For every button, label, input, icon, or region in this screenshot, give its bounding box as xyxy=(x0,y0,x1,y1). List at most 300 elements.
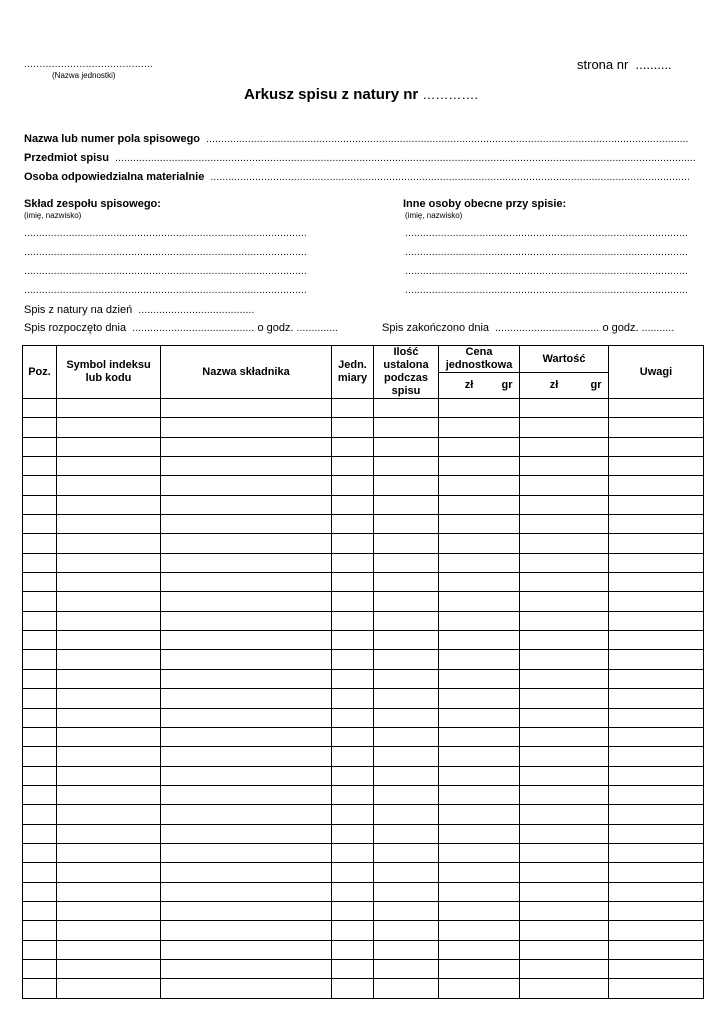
table-cell[interactable] xyxy=(520,553,609,572)
table-cell[interactable] xyxy=(57,785,161,804)
table-cell[interactable] xyxy=(609,863,704,882)
table-cell[interactable] xyxy=(23,650,57,669)
table-cell[interactable] xyxy=(439,708,520,727)
table-row xyxy=(23,843,704,862)
table-cell[interactable] xyxy=(520,515,609,534)
table-cell[interactable] xyxy=(332,785,374,804)
table-cell[interactable] xyxy=(439,940,520,959)
table-cell[interactable] xyxy=(332,534,374,553)
table-cell[interactable] xyxy=(23,534,57,553)
table-cell[interactable] xyxy=(23,515,57,534)
table-cell[interactable] xyxy=(57,495,161,514)
table-cell[interactable] xyxy=(23,766,57,785)
table-cell[interactable] xyxy=(57,843,161,862)
table-cell[interactable] xyxy=(161,747,332,766)
table-cell[interactable] xyxy=(520,650,609,669)
table-cell[interactable] xyxy=(161,476,332,495)
table-cell[interactable] xyxy=(332,940,374,959)
table-cell[interactable] xyxy=(374,399,439,418)
table-cell[interactable] xyxy=(332,418,374,437)
table-cell[interactable] xyxy=(57,553,161,572)
table-cell[interactable] xyxy=(332,843,374,862)
table-cell[interactable] xyxy=(520,573,609,592)
table-cell[interactable] xyxy=(609,824,704,843)
table-row xyxy=(23,766,704,785)
table-row xyxy=(23,534,704,553)
table-cell[interactable] xyxy=(520,437,609,456)
page-label: strona nr xyxy=(577,57,629,72)
field-label: Przedmiot spisu xyxy=(24,152,109,164)
as-of-dots: ....................................... xyxy=(138,305,255,316)
table-cell[interactable] xyxy=(374,476,439,495)
table-cell[interactable] xyxy=(609,901,704,920)
table-cell[interactable] xyxy=(520,979,609,998)
table-cell[interactable] xyxy=(161,785,332,804)
table-cell[interactable] xyxy=(520,901,609,920)
table-cell[interactable] xyxy=(332,573,374,592)
table-cell[interactable] xyxy=(161,824,332,843)
table-row xyxy=(23,901,704,920)
table-cell[interactable] xyxy=(57,824,161,843)
table-cell[interactable] xyxy=(374,824,439,843)
table-cell[interactable] xyxy=(161,553,332,572)
table-cell[interactable] xyxy=(57,457,161,476)
table-cell[interactable] xyxy=(439,437,520,456)
table-cell[interactable] xyxy=(332,689,374,708)
table-cell[interactable] xyxy=(609,669,704,688)
table-cell[interactable] xyxy=(23,553,57,572)
table-cell[interactable] xyxy=(57,921,161,940)
table-cell[interactable] xyxy=(439,592,520,611)
table-cell[interactable] xyxy=(439,650,520,669)
table-cell[interactable] xyxy=(374,669,439,688)
table-cell[interactable] xyxy=(161,901,332,920)
unit-name-caption: (Nazwa jednostki) xyxy=(52,71,116,80)
table-cell[interactable] xyxy=(161,457,332,476)
table-cell[interactable] xyxy=(439,863,520,882)
value-zl-label: zł xyxy=(549,379,559,391)
table-cell[interactable] xyxy=(374,901,439,920)
table-cell[interactable] xyxy=(609,399,704,418)
table-cell[interactable] xyxy=(23,921,57,940)
table-cell[interactable] xyxy=(439,785,520,804)
table-cell[interactable] xyxy=(57,766,161,785)
table-cell[interactable] xyxy=(332,863,374,882)
table-cell[interactable] xyxy=(23,708,57,727)
col-header-unit-price: Cena jednostkowa xyxy=(439,346,520,373)
table-cell[interactable] xyxy=(23,843,57,862)
table-cell[interactable] xyxy=(23,689,57,708)
table-cell[interactable] xyxy=(374,979,439,998)
table-cell[interactable] xyxy=(609,495,704,514)
table-cell[interactable] xyxy=(161,689,332,708)
table-cell[interactable] xyxy=(332,495,374,514)
table-cell[interactable] xyxy=(161,592,332,611)
table-cell[interactable] xyxy=(57,515,161,534)
as-of-label: Spis z natury na dzień xyxy=(24,304,133,316)
table-cell[interactable] xyxy=(439,669,520,688)
start-date xyxy=(24,322,338,334)
table-cell[interactable] xyxy=(161,669,332,688)
table-cell[interactable] xyxy=(23,457,57,476)
table-cell[interactable] xyxy=(332,766,374,785)
table-row xyxy=(23,573,704,592)
table-cell[interactable] xyxy=(609,534,704,553)
table-cell[interactable] xyxy=(374,457,439,476)
table-cell[interactable] xyxy=(332,805,374,824)
table-cell[interactable] xyxy=(332,959,374,978)
table-cell[interactable] xyxy=(520,708,609,727)
value-subheader xyxy=(520,373,609,399)
table-cell[interactable] xyxy=(439,573,520,592)
table-cell[interactable] xyxy=(23,495,57,514)
table-cell[interactable] xyxy=(520,689,609,708)
table-cell[interactable] xyxy=(161,573,332,592)
table-cell[interactable] xyxy=(57,805,161,824)
table-cell[interactable] xyxy=(332,882,374,901)
table-row xyxy=(23,669,704,688)
table-cell[interactable] xyxy=(23,611,57,630)
table-cell[interactable] xyxy=(161,921,332,940)
table-cell[interactable] xyxy=(161,805,332,824)
table-cell[interactable] xyxy=(332,921,374,940)
table-cell[interactable] xyxy=(332,631,374,650)
table-cell[interactable] xyxy=(609,650,704,669)
end-time-dots: ........... xyxy=(641,323,675,334)
table-cell[interactable] xyxy=(332,611,374,630)
table-cell[interactable] xyxy=(332,650,374,669)
others-line: ............................................................................................... xyxy=(405,285,688,296)
unit-name-line: .......................................... xyxy=(24,59,154,70)
table-cell[interactable] xyxy=(374,863,439,882)
table-cell[interactable] xyxy=(609,457,704,476)
table-cell[interactable] xyxy=(609,843,704,862)
table-cell[interactable] xyxy=(439,476,520,495)
table-cell[interactable] xyxy=(161,631,332,650)
table-cell[interactable] xyxy=(23,747,57,766)
table-cell[interactable] xyxy=(374,418,439,437)
table-row xyxy=(23,824,704,843)
table-cell[interactable] xyxy=(374,592,439,611)
table-cell[interactable] xyxy=(520,843,609,862)
table-row xyxy=(23,921,704,940)
table-cell[interactable] xyxy=(609,921,704,940)
table-cell[interactable] xyxy=(609,785,704,804)
table-cell[interactable] xyxy=(332,901,374,920)
value-gr-label: gr xyxy=(590,379,602,391)
table-cell[interactable] xyxy=(439,534,520,553)
table-cell[interactable] xyxy=(23,476,57,495)
table-cell[interactable] xyxy=(332,592,374,611)
table-cell[interactable] xyxy=(520,863,609,882)
table-cell[interactable] xyxy=(161,940,332,959)
table-cell[interactable] xyxy=(520,457,609,476)
table-cell[interactable] xyxy=(609,708,704,727)
table-cell[interactable] xyxy=(332,399,374,418)
table-cell[interactable] xyxy=(374,805,439,824)
table-cell[interactable] xyxy=(609,959,704,978)
table-cell[interactable] xyxy=(609,418,704,437)
page-title xyxy=(244,86,478,103)
table-cell[interactable] xyxy=(520,495,609,514)
table-cell[interactable] xyxy=(23,901,57,920)
table-cell[interactable] xyxy=(161,650,332,669)
table-cell[interactable] xyxy=(374,785,439,804)
table-cell[interactable] xyxy=(609,747,704,766)
table-cell[interactable] xyxy=(374,727,439,746)
col-header-unit: Jedn. miary xyxy=(332,346,374,399)
table-cell[interactable] xyxy=(439,631,520,650)
inventory-table xyxy=(22,345,704,999)
table-cell[interactable] xyxy=(439,901,520,920)
table-cell[interactable] xyxy=(57,940,161,959)
table-cell[interactable] xyxy=(161,979,332,998)
table-cell[interactable] xyxy=(439,824,520,843)
table-cell[interactable] xyxy=(161,843,332,862)
table-cell[interactable] xyxy=(609,766,704,785)
table-cell[interactable] xyxy=(332,708,374,727)
table-cell[interactable] xyxy=(439,399,520,418)
table-cell[interactable] xyxy=(57,727,161,746)
table-cell[interactable] xyxy=(609,979,704,998)
table-cell[interactable] xyxy=(23,805,57,824)
start-time-label: o godz. xyxy=(257,322,294,334)
table-cell[interactable] xyxy=(57,534,161,553)
table-cell[interactable] xyxy=(161,418,332,437)
table-cell[interactable] xyxy=(23,573,57,592)
field-label: Nazwa lub numer pola spisowego xyxy=(24,133,201,145)
table-cell[interactable] xyxy=(520,611,609,630)
table-cell[interactable] xyxy=(439,611,520,630)
table-cell[interactable] xyxy=(23,959,57,978)
table-cell[interactable] xyxy=(374,631,439,650)
table-row xyxy=(23,418,704,437)
table-cell[interactable] xyxy=(23,418,57,437)
table-cell[interactable] xyxy=(439,979,520,998)
table-cell[interactable] xyxy=(161,534,332,553)
table-cell[interactable] xyxy=(439,805,520,824)
others-caption: (imię, nazwisko) xyxy=(405,211,463,220)
table-cell[interactable] xyxy=(609,592,704,611)
table-cell[interactable] xyxy=(374,843,439,862)
table-cell[interactable] xyxy=(23,727,57,746)
table-cell[interactable] xyxy=(332,515,374,534)
table-cell[interactable] xyxy=(520,921,609,940)
table-cell[interactable] xyxy=(23,437,57,456)
table-cell[interactable] xyxy=(609,882,704,901)
table-cell[interactable] xyxy=(520,824,609,843)
table-cell[interactable] xyxy=(520,399,609,418)
table-cell[interactable] xyxy=(23,669,57,688)
table-cell[interactable] xyxy=(57,979,161,998)
table-cell[interactable] xyxy=(332,727,374,746)
table-cell[interactable] xyxy=(520,940,609,959)
table-cell[interactable] xyxy=(57,573,161,592)
table-cell[interactable] xyxy=(609,631,704,650)
table-cell[interactable] xyxy=(520,766,609,785)
table-cell[interactable] xyxy=(161,515,332,534)
table-cell[interactable] xyxy=(374,921,439,940)
table-cell[interactable] xyxy=(374,437,439,456)
table-cell[interactable] xyxy=(439,457,520,476)
table-cell[interactable] xyxy=(374,940,439,959)
table-cell[interactable] xyxy=(23,631,57,650)
table-cell[interactable] xyxy=(23,882,57,901)
table-row xyxy=(23,979,704,998)
table-cell[interactable] xyxy=(332,979,374,998)
table-cell[interactable] xyxy=(23,979,57,998)
table-cell[interactable] xyxy=(520,418,609,437)
table-cell[interactable] xyxy=(161,766,332,785)
table-cell[interactable] xyxy=(161,495,332,514)
table-cell[interactable] xyxy=(374,689,439,708)
table-cell[interactable] xyxy=(161,727,332,746)
table-cell[interactable] xyxy=(332,747,374,766)
table-cell[interactable] xyxy=(439,727,520,746)
others-line: ............................................................................................... xyxy=(405,228,688,239)
table-cell[interactable] xyxy=(609,515,704,534)
table-row xyxy=(23,495,704,514)
table-cell[interactable] xyxy=(57,882,161,901)
field-area-name xyxy=(24,133,689,145)
table-cell[interactable] xyxy=(23,592,57,611)
others-line: ............................................................................................... xyxy=(405,266,688,277)
table-row xyxy=(23,882,704,901)
table-cell[interactable] xyxy=(520,805,609,824)
inventory-date xyxy=(24,304,255,316)
table-cell[interactable] xyxy=(520,747,609,766)
table-cell[interactable] xyxy=(57,747,161,766)
table-cell[interactable] xyxy=(23,940,57,959)
table-row xyxy=(23,476,704,495)
table-cell[interactable] xyxy=(23,399,57,418)
table-row xyxy=(23,727,704,746)
table-cell[interactable] xyxy=(332,553,374,572)
field-responsible-person xyxy=(24,171,690,183)
table-cell[interactable] xyxy=(439,515,520,534)
table-cell[interactable] xyxy=(23,863,57,882)
table-cell[interactable] xyxy=(374,534,439,553)
table-cell[interactable] xyxy=(161,437,332,456)
table-cell[interactable] xyxy=(57,650,161,669)
table-cell[interactable] xyxy=(374,573,439,592)
table-cell[interactable] xyxy=(520,592,609,611)
table-cell[interactable] xyxy=(57,708,161,727)
field-fill: .................................................................................................................................................................. xyxy=(206,134,689,145)
table-cell[interactable] xyxy=(332,669,374,688)
table-cell[interactable] xyxy=(374,959,439,978)
table-cell[interactable] xyxy=(520,959,609,978)
table-cell[interactable] xyxy=(520,785,609,804)
table-cell[interactable] xyxy=(161,611,332,630)
col-header-value: Wartość xyxy=(520,346,609,373)
table-cell[interactable] xyxy=(439,418,520,437)
team-line: ............................................................................................... xyxy=(24,285,307,296)
col-header-name: Nazwa składnika xyxy=(161,346,332,399)
table-cell[interactable] xyxy=(374,766,439,785)
table-row xyxy=(23,863,704,882)
table-cell[interactable] xyxy=(439,959,520,978)
table-cell[interactable] xyxy=(609,805,704,824)
team-caption: (imię, nazwisko) xyxy=(24,211,82,220)
table-cell[interactable] xyxy=(57,437,161,456)
table-cell[interactable] xyxy=(439,747,520,766)
table-cell[interactable] xyxy=(520,882,609,901)
table-cell[interactable] xyxy=(161,882,332,901)
table-cell[interactable] xyxy=(57,901,161,920)
table-cell[interactable] xyxy=(374,515,439,534)
table-cell[interactable] xyxy=(57,611,161,630)
table-cell[interactable] xyxy=(57,959,161,978)
table-cell[interactable] xyxy=(374,553,439,572)
table-cell[interactable] xyxy=(439,843,520,862)
table-cell[interactable] xyxy=(520,534,609,553)
table-cell[interactable] xyxy=(374,882,439,901)
table-cell[interactable] xyxy=(374,650,439,669)
end-time-label: o godz. xyxy=(602,322,639,334)
table-cell[interactable] xyxy=(439,882,520,901)
table-cell[interactable] xyxy=(439,766,520,785)
table-cell[interactable] xyxy=(374,708,439,727)
table-cell[interactable] xyxy=(520,727,609,746)
others-line: ............................................................................................... xyxy=(405,247,688,258)
table-cell[interactable] xyxy=(57,418,161,437)
table-cell[interactable] xyxy=(609,611,704,630)
table-cell[interactable] xyxy=(332,476,374,495)
table-cell[interactable] xyxy=(57,592,161,611)
table-cell[interactable] xyxy=(332,457,374,476)
table-cell[interactable] xyxy=(332,824,374,843)
table-cell[interactable] xyxy=(332,437,374,456)
table-cell[interactable] xyxy=(609,940,704,959)
table-cell[interactable] xyxy=(57,863,161,882)
start-dots: ......................................... xyxy=(132,323,255,334)
table-cell[interactable] xyxy=(609,553,704,572)
table-cell[interactable] xyxy=(609,727,704,746)
table-cell[interactable] xyxy=(57,669,161,688)
table-cell[interactable] xyxy=(609,689,704,708)
table-cell[interactable] xyxy=(609,437,704,456)
table-cell[interactable] xyxy=(57,689,161,708)
table-cell[interactable] xyxy=(161,959,332,978)
price-gr-label: gr xyxy=(501,379,513,391)
table-cell[interactable] xyxy=(57,399,161,418)
table-cell[interactable] xyxy=(161,399,332,418)
table-cell[interactable] xyxy=(161,863,332,882)
table-cell[interactable] xyxy=(520,476,609,495)
table-cell[interactable] xyxy=(609,476,704,495)
table-cell[interactable] xyxy=(520,631,609,650)
table-cell[interactable] xyxy=(520,669,609,688)
table-cell[interactable] xyxy=(439,553,520,572)
start-label: Spis rozpoczęto dnia xyxy=(24,322,127,334)
table-cell[interactable] xyxy=(57,631,161,650)
table-cell[interactable] xyxy=(374,611,439,630)
table-cell[interactable] xyxy=(57,476,161,495)
table-cell[interactable] xyxy=(609,573,704,592)
table-cell[interactable] xyxy=(23,824,57,843)
table-cell[interactable] xyxy=(439,495,520,514)
field-fill: ................................................................................................................................................................................................... xyxy=(115,153,696,164)
col-header-quantity: Ilość ustalona podczas spisu xyxy=(374,346,439,399)
table-cell[interactable] xyxy=(161,708,332,727)
table-cell[interactable] xyxy=(439,921,520,940)
team-line: ............................................................................................... xyxy=(24,247,307,258)
table-cell[interactable] xyxy=(374,747,439,766)
table-cell[interactable] xyxy=(23,785,57,804)
table-cell[interactable] xyxy=(439,689,520,708)
table-cell[interactable] xyxy=(374,495,439,514)
